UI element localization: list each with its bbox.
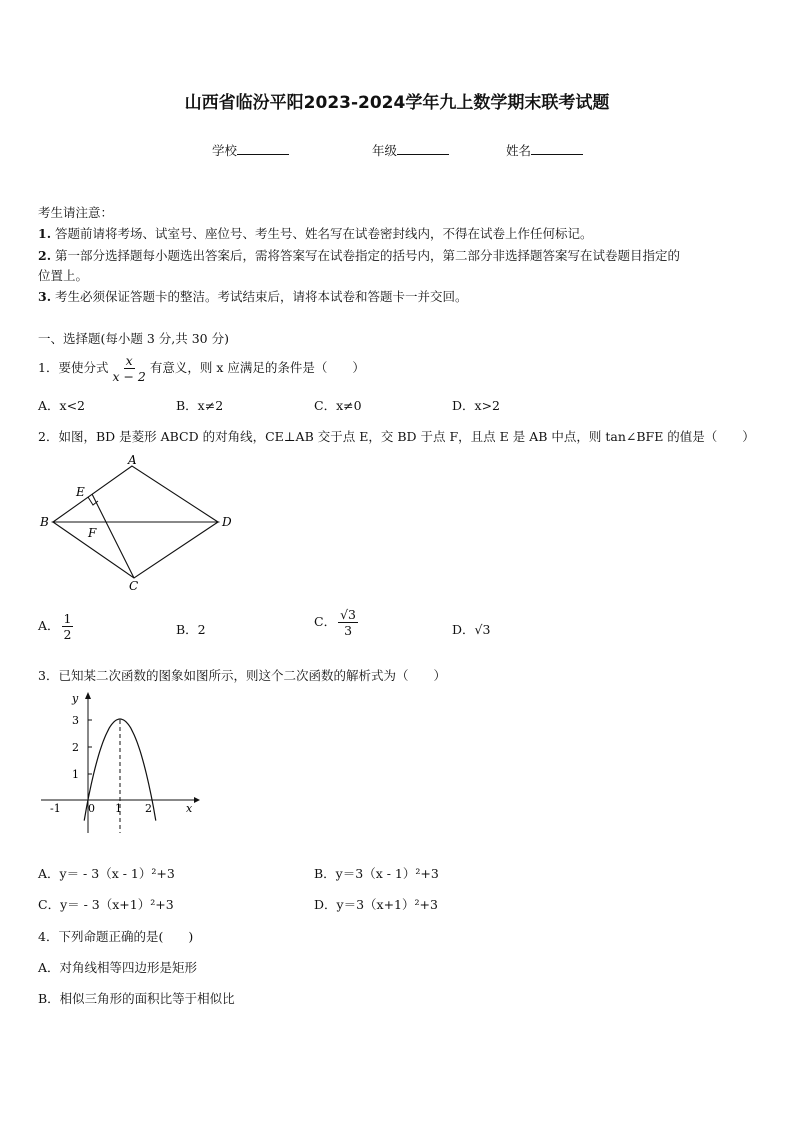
q1-option-d: D．x>2: [452, 398, 500, 413]
y-label: y: [72, 692, 79, 705]
grade-field: [372, 141, 449, 159]
note-2: 2. 第一部分选择题每小题选出答案后，需将答案写在试卷指定的括号内，第二部分非选择题答案写在试卷题目指定的: [38, 248, 681, 263]
grade-label: 年级: [372, 143, 398, 158]
question-1: 1．要使分式 $\frac{x}{x - 2}$ 有意义，则 x 应满足的条件是（ ）: [38, 353, 365, 384]
name-field: [506, 141, 583, 159]
note-3: 3. 考生必须保证答题卡的整洁。考试结束后，请将本试卷和答题卡一并交回。: [38, 289, 468, 304]
page-title: 山西省临汾平阳2023-2024学年九上数学期末联考试题: [184, 93, 610, 113]
y-axis-arrow: [85, 692, 91, 699]
y-tick-3: 3: [72, 714, 79, 727]
q1-option-c: C．x≠0: [314, 398, 362, 413]
q2-option-b: B．2: [176, 622, 206, 637]
q1-fraction: $\frac{x}{x - 2}$: [112, 353, 146, 384]
name-label: 姓名: [506, 143, 532, 158]
rhombus-figure: [30, 452, 250, 597]
x-tick-neg1: -1: [50, 802, 61, 815]
q3-option-a: A．y＝ - 3（x - 1）²+3: [38, 866, 175, 881]
segment-ce: [92, 494, 134, 578]
label-a: A: [128, 453, 137, 467]
question-3: 3．已知某二次函数的图象如图所示，则这个二次函数的解析式为（ ）: [38, 668, 446, 683]
label-b: B: [40, 515, 49, 529]
parabola-graph: [36, 688, 204, 838]
q2-option-a: A． $\frac{1}{2}$: [38, 611, 72, 642]
school-field: [212, 141, 289, 159]
label-e: E: [76, 485, 85, 499]
question-2: 2．如图，BD 是菱形 ABCD 的对角线，CE⊥AB 交于点 E，交 BD 于点 F，且点 E 是 AB 中点，则 tan∠BFE 的值是（ ）: [38, 429, 755, 444]
q1-option-b: B．x≠2: [176, 398, 224, 413]
note-2-cont: 位置上。: [38, 268, 89, 283]
x-tick-0: 0: [88, 802, 95, 815]
x-label: x: [186, 802, 193, 815]
sqrt3: √3: [474, 622, 491, 637]
section-title: 一、选择题(每小题 3 分,共 30 分): [38, 331, 229, 346]
q2-option-d: D．√3: [452, 622, 491, 637]
label-f: F: [88, 526, 97, 540]
label-d: D: [222, 515, 232, 529]
q2-option-c: C． $\frac{√3}{3}$: [314, 607, 356, 638]
x-axis-arrow: [194, 797, 200, 803]
q4-option-b: B．相似三角形的面积比等于相似比: [38, 991, 235, 1006]
q3-option-d: D．y＝3（x+1）²+3: [314, 897, 438, 912]
q3-option-c: C．y＝ - 3（x+1）²+3: [38, 897, 174, 912]
y-tick-1: 1: [72, 768, 79, 781]
q3-option-b: B．y＝3（x - 1）²+3: [314, 866, 439, 881]
name-blank: [531, 142, 583, 155]
x-tick-2: 2: [145, 802, 152, 815]
q4-option-a: A．对角线相等四边形是矩形: [38, 960, 198, 975]
school-blank: [237, 142, 289, 155]
x-tick-1: 1: [115, 802, 122, 815]
rhombus-lower: [53, 522, 218, 578]
school-label: 学校: [212, 143, 238, 158]
question-4: 4．下列命题正确的是( ): [38, 929, 194, 944]
q1-option-a: A．x<2: [38, 398, 86, 413]
note-1: 1. 答题前请将考场、试室号、座位号、考生号、姓名写在试卷密封线内，不得在试卷上作任何标记。: [38, 226, 593, 241]
grade-blank: [397, 142, 449, 155]
notes-title: 考生请注意：: [38, 205, 114, 220]
label-c: C: [129, 579, 139, 593]
y-tick-2: 2: [72, 741, 79, 754]
